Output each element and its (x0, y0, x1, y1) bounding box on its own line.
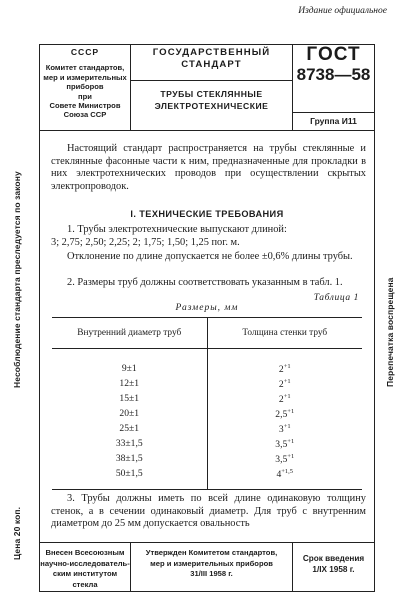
side-price: Цена 20 коп. (12, 506, 22, 560)
table-units: Размеры, мм (175, 303, 239, 313)
intro-paragraph: Настоящий стандарт распространяется на трубы стеклянные и стеклянные фасонные части к ним, предназначенные для прокладки в них электротехнических проводов при осуществлении скрытых электропроводок. (51, 143, 366, 192)
header-org: СССР Комитет стандартов, мер и измерительных приборов при Совете Министров Союза ССР (43, 47, 127, 120)
para-1-lengths: 3; 2,75; 2,50; 2,25; 2; 1,75; 1,50; 1,25 пог. м. (51, 237, 240, 248)
table-cell: $3,5^{+1}$ (275, 438, 295, 451)
para-1-line-1: 1. Трубы электротехнические выпускают длиной: (67, 224, 287, 235)
edition-label: Издание официальное (298, 6, 387, 16)
section-title: I. ТЕХНИЧЕСКИЕ ТРЕБОВАНИЯ (130, 209, 284, 219)
para-1-tolerance: Отклонение по длине допускается не более ±0,6% длины трубы. (67, 251, 353, 262)
header-mid-line (130, 80, 293, 81)
para-2: 2. Размеры труб должны соответствовать указанным в табл. 1. (67, 277, 343, 288)
sizes-table (52, 317, 362, 490)
table-cell: $3,5^{+1}$ (275, 453, 295, 466)
frame-left (39, 44, 40, 592)
table-cell: $4^{+1,5}$ (276, 468, 294, 481)
footer-approved: Утвержден Комитетом стандартов, мер и измерительных приборов 31/III 1958 г. (145, 548, 278, 578)
table-cell: $3^{+1}$ (278, 423, 291, 436)
table-row: 25±1 (119, 423, 140, 434)
table-row: 33±1,5 (115, 438, 143, 449)
side-reprint-notice: Перепечатка воспрещена (385, 277, 395, 387)
header-bottom-line (39, 130, 375, 131)
table-row: 12±1 (119, 378, 140, 389)
table-row: 9±1 (121, 363, 137, 374)
frame-bottom (39, 591, 375, 592)
table-header-wall: Толщина стенки труб (242, 328, 328, 338)
table-row: 38±1,5 (115, 453, 143, 464)
frame-right (374, 44, 375, 592)
table-col-wall (208, 349, 363, 489)
table-row: 20±1 (119, 408, 140, 419)
gost-number: ГОСТ 8738—58 (296, 44, 371, 84)
table-col-diameter (52, 349, 208, 489)
table-header-diameter: Внутренний диаметр труб (52, 318, 208, 348)
side-legal-notice: Несоблюдение стандарта преследуется по закону (12, 171, 22, 389)
table-cell: $2^{+1}$ (278, 393, 291, 406)
gost-box-line (292, 112, 375, 113)
footer-effective-date: Срок введения 1/IX 1958 г. (302, 554, 365, 574)
group-code: Группа И11 (310, 116, 357, 126)
table-cell: $2,5^{+1}$ (275, 408, 295, 421)
table-cell: $2^{+1}$ (278, 363, 291, 376)
table-row: 50±1,5 (115, 468, 143, 479)
standard-type: ГОСУДАРСТВЕННЫЙ СТАНДАРТ (152, 47, 271, 70)
table-row: 15±1 (119, 393, 140, 404)
footer-submitted: Внесен Всесоюзным научно-исследователь- ским институтом стекла (40, 548, 130, 589)
para-3: 3. Трубы должны иметь по всей длине одинаковую толщину стенок, а в сечении одинаковый диаметр. Для труб с внутренним диаметром до 25 мм допускается овальность (51, 493, 366, 530)
table-cell: $2^{+1}$ (278, 378, 291, 391)
document-title: ТРУБЫ СТЕКЛЯННЫЕ ЭЛЕКТРОТЕХНИЧЕСКИЕ (154, 89, 269, 111)
footer-top-line (39, 542, 375, 543)
table-label: Таблица 1 (313, 293, 359, 303)
